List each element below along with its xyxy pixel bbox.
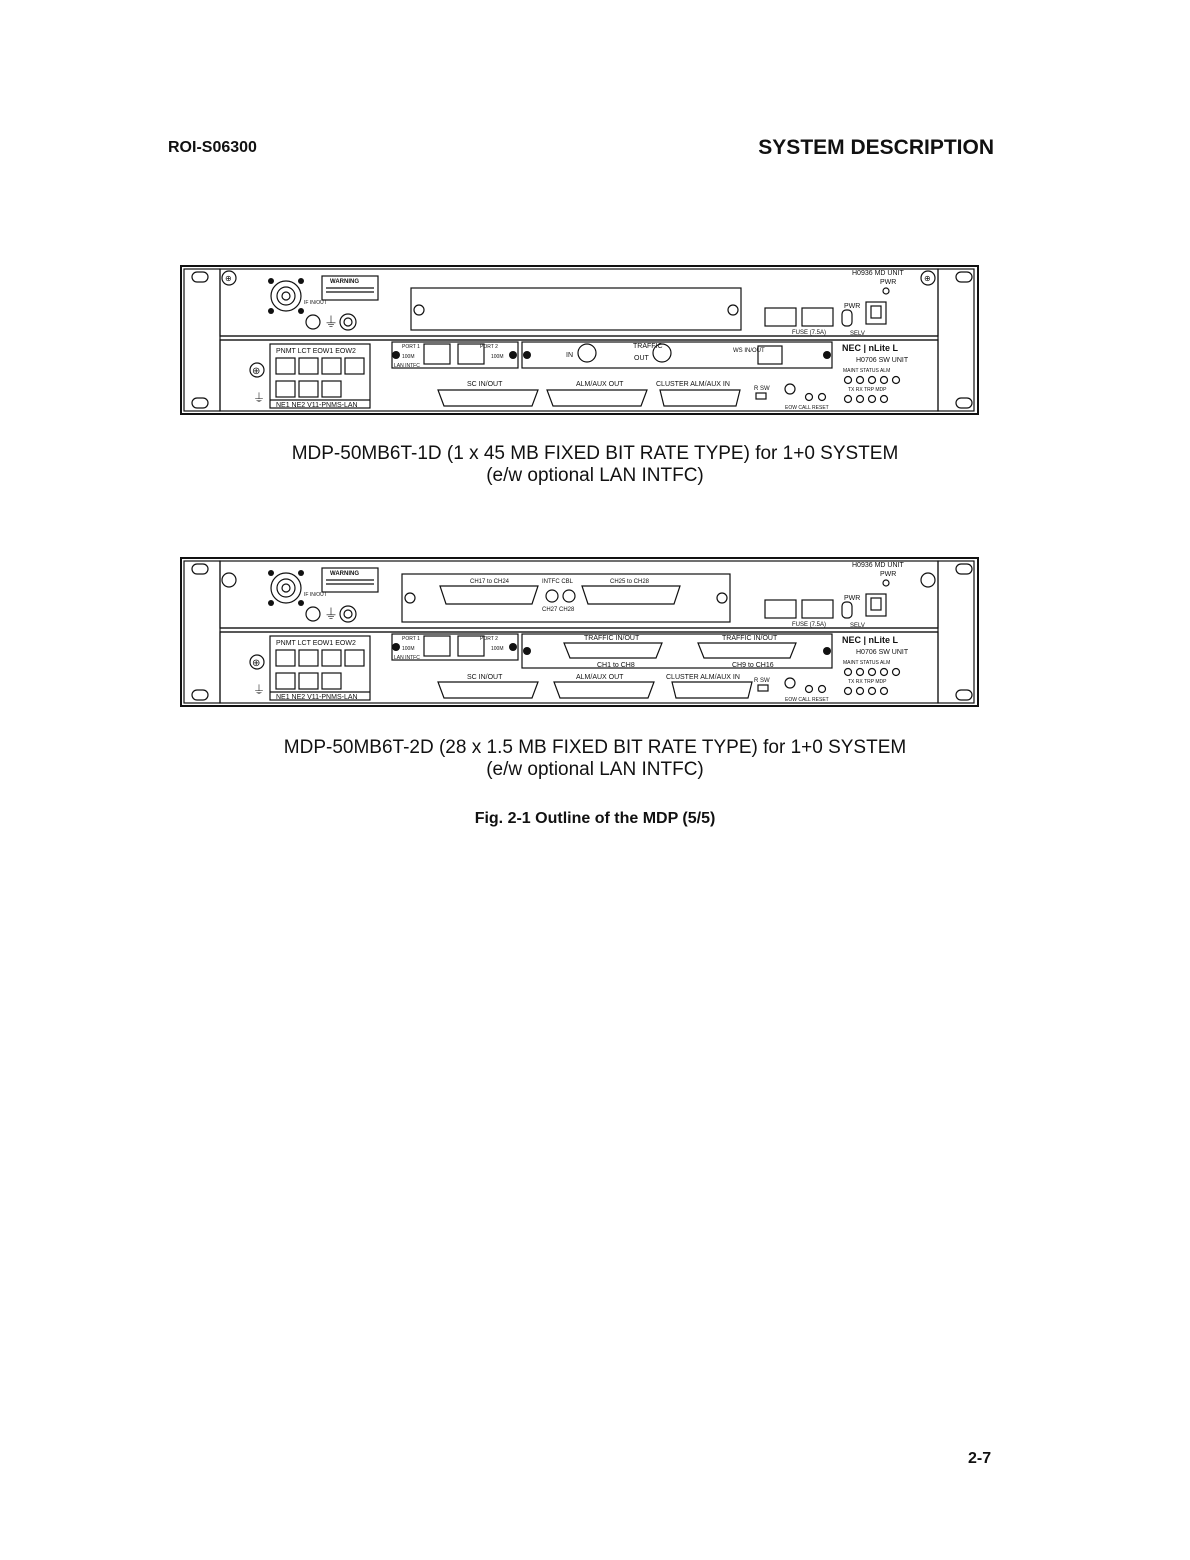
traffic-ch9-16-connector[interactable]: [698, 643, 796, 658]
svg-text:PWR: PWR: [844, 303, 861, 310]
ch27-connector[interactable]: [546, 590, 558, 602]
svg-text:⏚: ⏚: [253, 683, 266, 697]
if-connector-icon: [271, 281, 301, 311]
svg-text:⏚: ⏚: [253, 391, 266, 405]
mdp-2d-drawing: [180, 556, 980, 708]
power-connector: [866, 302, 886, 324]
svg-text:PORT 2: PORT 2: [480, 636, 498, 642]
svg-text:R SW: R SW: [754, 386, 770, 392]
warning-text: WARNING: [330, 279, 359, 285]
svg-text:⊕: ⊕: [225, 274, 232, 283]
fig2-caption-line2: (e/w optional LAN INTFC): [486, 759, 704, 780]
svg-text:⏚: ⏚: [324, 314, 338, 330]
ch28-connector[interactable]: [563, 590, 575, 602]
svg-text:EOW CALL RESET: EOW CALL RESET: [785, 405, 829, 411]
traffic-ch1-8-connector[interactable]: [564, 643, 662, 658]
status-leds-row2: [845, 396, 888, 403]
fuse-label: FUSE (7.5A): [792, 330, 827, 336]
svg-text:OUT: OUT: [634, 355, 649, 362]
svg-text:CH27 CH28: CH27 CH28: [542, 607, 575, 613]
svg-text:IF IN/OUT: IF IN/OUT: [304, 592, 327, 598]
nec-logo: NEC | nLite L: [842, 343, 899, 353]
md-unit-label: H0936 MD UNIT: [852, 270, 904, 277]
svg-text:TRAFFIC IN/OUT: TRAFFIC IN/OUT: [584, 635, 640, 642]
svg-text:R SW: R SW: [754, 678, 770, 684]
svg-text:TX RX TRP MDP: TX RX TRP MDP: [848, 387, 887, 393]
reset-button[interactable]: [819, 394, 826, 401]
svg-text:NE1 NE2 V11-PNMS-LAN: NE1 NE2 V11-PNMS-LAN: [276, 402, 358, 409]
svg-text:SELV: SELV: [850, 623, 865, 629]
fig2-caption-line1: MDP-50MB6T-2D (28 x 1.5 MB FIXED BIT RATE TYPE) for 1+0 SYSTEM: [283, 737, 907, 758]
sc-inout-connector[interactable]: [438, 390, 538, 406]
traffic-card: [522, 634, 832, 668]
mdp-1d-drawing: [180, 264, 980, 416]
call-button[interactable]: [806, 394, 813, 401]
svg-text:100M: 100M: [491, 646, 504, 652]
svg-text:LAN INTFC: LAN INTFC: [394, 363, 420, 369]
svg-text:ALM/AUX OUT: ALM/AUX OUT: [576, 381, 624, 388]
svg-text:PNMT LCT EOW1 EOW2: PNMT LCT EOW1 EOW2: [276, 348, 356, 355]
svg-text:TX RX TRP MDP: TX RX TRP MDP: [848, 679, 887, 685]
svg-text:CH1 to CH8: CH1 to CH8: [597, 662, 635, 669]
svg-text:PORT 2: PORT 2: [480, 344, 498, 350]
svg-text:CLUSTER ALM/AUX IN: CLUSTER ALM/AUX IN: [656, 381, 730, 388]
svg-text:TRAFFIC IN/OUT: TRAFFIC IN/OUT: [722, 635, 778, 642]
lan-port-1[interactable]: [424, 344, 450, 364]
page-number: 2-7: [968, 1450, 992, 1467]
svg-text:WARNING: WARNING: [330, 571, 359, 577]
svg-text:H0706 SW UNIT: H0706 SW UNIT: [856, 649, 909, 656]
ch25-28-connector[interactable]: [582, 586, 680, 604]
eow-jack[interactable]: [785, 384, 795, 394]
svg-text:SC IN/OUT: SC IN/OUT: [467, 381, 503, 388]
svg-text:100M: 100M: [402, 354, 415, 360]
svg-text:INTFC CBL: INTFC CBL: [542, 579, 574, 585]
svg-text:IF IN/OUT: IF IN/OUT: [304, 300, 327, 306]
pwr-led: [883, 288, 889, 294]
svg-text:CH9 to CH16: CH9 to CH16: [732, 662, 774, 669]
svg-text:⊕: ⊕: [252, 658, 261, 669]
svg-text:PORT 1: PORT 1: [402, 636, 420, 642]
figure-caption: Fig. 2-1 Outline of the MDP (5/5): [474, 810, 716, 827]
fig1-caption-line2: (e/w optional LAN INTFC): [486, 465, 704, 486]
svg-text:H0936 MD UNIT: H0936 MD UNIT: [852, 562, 904, 569]
ch17-24-connector[interactable]: [440, 586, 538, 604]
svg-text:LAN INTFC: LAN INTFC: [394, 655, 420, 661]
power-switch[interactable]: [842, 602, 852, 618]
ground-terminal-icon: [306, 315, 320, 329]
svg-text:IN: IN: [566, 352, 573, 359]
alm-aux-out-connector[interactable]: [547, 390, 647, 406]
svg-text:PORT 1: PORT 1: [402, 344, 420, 350]
svg-text:CH25 to CH28: CH25 to CH28: [610, 579, 650, 585]
svg-text:CH17 to CH24: CH17 to CH24: [470, 579, 510, 585]
document-id: ROI-S06300: [168, 139, 257, 156]
svg-text:PWR: PWR: [844, 595, 861, 602]
section-title: SYSTEM DESCRIPTION: [758, 136, 994, 159]
status-leds-row1: [845, 377, 900, 384]
svg-text:EOW CALL RESET: EOW CALL RESET: [785, 697, 829, 703]
svg-text:100M: 100M: [402, 646, 415, 652]
svg-text:ALM/AUX OUT: ALM/AUX OUT: [576, 674, 624, 681]
svg-text:NEC | nLite L: NEC | nLite L: [842, 635, 899, 645]
svg-text:⊕: ⊕: [252, 366, 261, 377]
rj45-ports-row1: [276, 358, 364, 374]
svg-text:MAINT STATUS ALM: MAINT STATUS ALM: [843, 368, 891, 374]
svg-text:SC IN/OUT: SC IN/OUT: [467, 674, 503, 681]
rj45-ports-row2: [276, 381, 341, 397]
traffic-in-connector[interactable]: [578, 344, 596, 362]
svg-text:⏚: ⏚: [324, 606, 338, 622]
svg-text:SELV: SELV: [850, 331, 865, 337]
svg-text:CLUSTER ALM/AUX IN: CLUSTER ALM/AUX IN: [666, 674, 740, 681]
if-connector-icon: [271, 573, 301, 603]
power-switch[interactable]: [842, 310, 852, 326]
svg-text:PNMT LCT EOW1 EOW2: PNMT LCT EOW1 EOW2: [276, 640, 356, 647]
r-sw-switch[interactable]: [756, 393, 766, 399]
sw-unit-label: H0706 SW UNIT: [856, 357, 909, 364]
svg-text:MAINT STATUS ALM: MAINT STATUS ALM: [843, 660, 891, 666]
svg-text:FUSE (7.5A): FUSE (7.5A): [792, 622, 827, 628]
cluster-alm-connector[interactable]: [660, 390, 740, 406]
svg-text:100M: 100M: [491, 354, 504, 360]
lan-port-1[interactable]: [424, 636, 450, 656]
blank-cover-plate: [411, 288, 741, 330]
svg-text:PWR: PWR: [880, 279, 897, 286]
svg-text:WS IN/OUT: WS IN/OUT: [733, 348, 765, 354]
svg-text:PWR: PWR: [880, 571, 897, 578]
svg-text:TRAFFIC: TRAFFIC: [633, 343, 663, 350]
svg-text:NE1 NE2 V11-PNMS-LAN: NE1 NE2 V11-PNMS-LAN: [276, 694, 358, 701]
svg-text:⊕: ⊕: [924, 274, 931, 283]
fig1-caption-line1: MDP-50MB6T-1D (1 x 45 MB FIXED BIT RATE TYPE) for 1+0 SYSTEM: [291, 443, 899, 464]
